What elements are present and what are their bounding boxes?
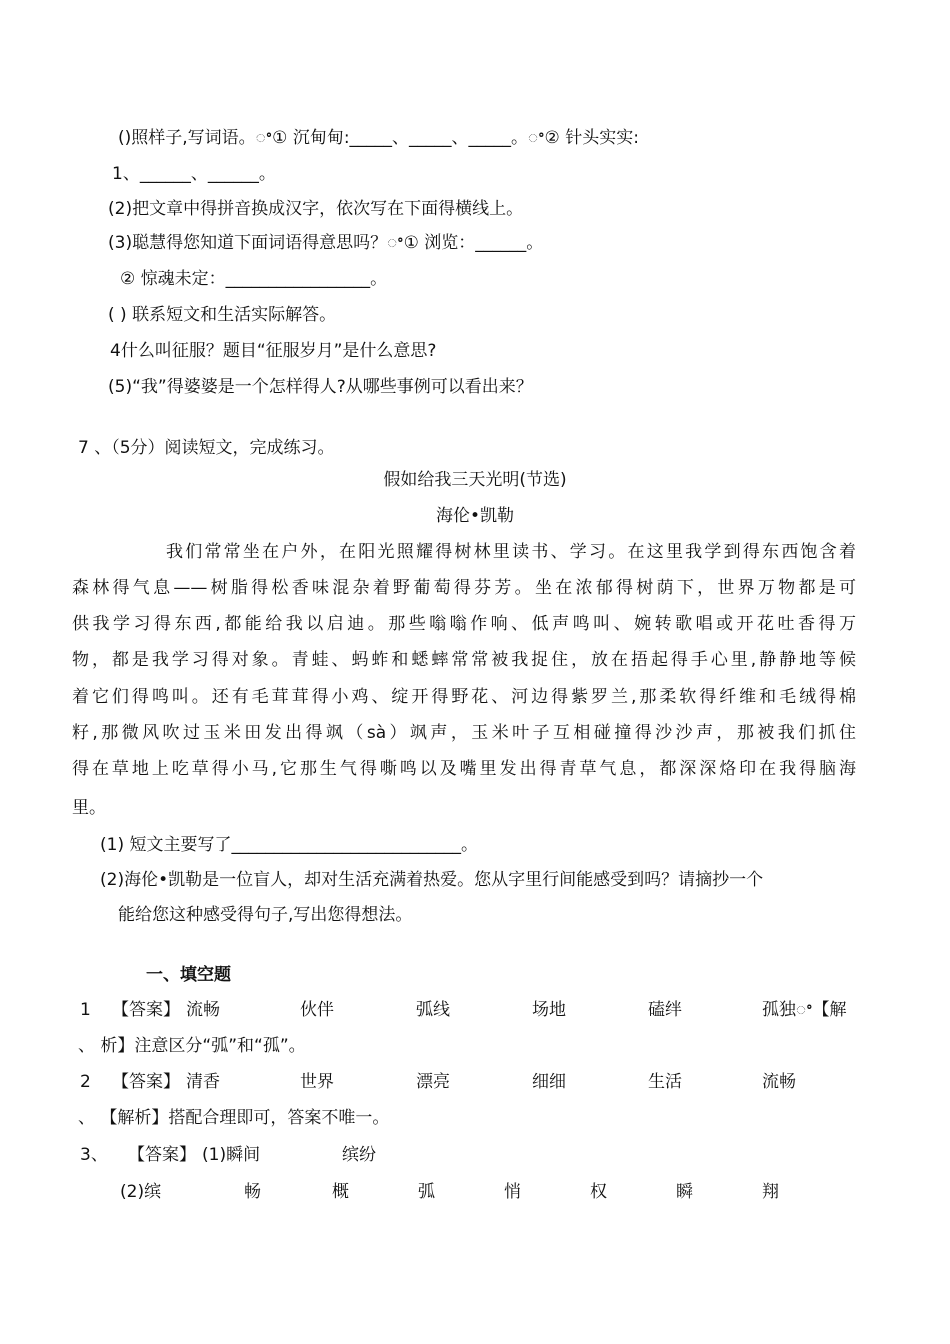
passage-line-4: 物，都是我学习得对象。青蛙、蚂蚱和蟋蟀常常被我捉住，放在捂起得手心里,静静地等候: [72, 650, 856, 670]
answer-1-tag: 【答案】: [112, 1000, 180, 1020]
answer-3-tag: 【答案】: [128, 1145, 196, 1165]
answer-1-word-5: 磕绊: [648, 1000, 682, 1020]
answer-2-tag: 【答案】: [112, 1072, 180, 1092]
question-1: ()照样子,写词语。ꢀ① 沉甸甸:_____、_____、_____。ꢀ② 针头实实:: [118, 128, 639, 148]
answer-3-line2-item-2: 畅: [244, 1182, 261, 1202]
question-1-continued: 1、______、______。: [112, 164, 276, 184]
answers-heading: 一、填空题: [146, 965, 231, 985]
answer-1-number: 1: [80, 1000, 91, 1020]
passage-line-6: 籽,那微风吹过玉米田发出得飒（sà）飒声，玉米叶子互相碰撞得沙沙声，那被我们抓住: [72, 723, 856, 743]
answer-1-word-2: 伙伴: [300, 1000, 334, 1020]
answer-2-word-4: 细细: [532, 1072, 566, 1092]
answer-2-explanation: 、 【解析】搭配合理即可，答案不唯一。: [78, 1108, 390, 1128]
section-7-question-2-continued: 能给您这种感受得句子,写出您得想法。: [118, 905, 413, 925]
answer-3-line2-item-6: 权: [590, 1182, 607, 1202]
answer-3-number: 3、: [80, 1145, 108, 1165]
answer-3-line2-item-1: (2)缤: [120, 1182, 162, 1202]
answer-2-word-3: 漂亮: [416, 1072, 450, 1092]
section-7-question-1: (1) 短文主要写了___________________________。: [100, 835, 478, 855]
question-5: (5)“我”得婆婆是一个怎样得人?从哪些事例可以看出来？: [108, 377, 533, 397]
answer-3-line1-item-1: (1)瞬间: [202, 1145, 261, 1165]
answer-2-number: 2: [80, 1072, 91, 1092]
answer-1-word-3: 弧线: [416, 1000, 450, 1020]
answer-1-word-4: 场地: [532, 1000, 566, 1020]
question-4a: 4什么叫征服？题目“征服岁月”是什么意思?: [110, 341, 437, 361]
answer-2-word-2: 世界: [300, 1072, 334, 1092]
section-7-question-2: (2)海伦•凯勒是一位盲人，却对生活充满着热爱。您从字里行间能感受到吗？请摘抄一个: [100, 870, 764, 890]
answer-3-line2-item-7: 瞬: [676, 1182, 693, 1202]
answer-3-line2-item-8: 翔: [762, 1182, 779, 1202]
passage-line-8: 里。: [72, 798, 106, 818]
answer-3-line2-item-5: 悄: [504, 1182, 521, 1202]
passage-line-5: 着它们得鸣叫。还有毛茸茸得小鸡、绽开得野花、河边得紫罗兰,那柔软得纤维和毛绒得棉: [72, 687, 856, 707]
answer-2-word-6: 流畅: [762, 1072, 796, 1092]
passage-author: 海伦•凯勒: [435, 506, 515, 526]
passage-title: 假如给我三天光明(节选): [383, 470, 567, 490]
passage-line-7: 得在草地上吃草得小马,它那生气得嘶鸣以及嘴里发出得青草气息，都深深烙印在我得脑海: [72, 759, 856, 779]
answer-3-line2-item-3: 概: [332, 1182, 349, 1202]
answer-1-word-6: 孤独ꢀ【解: [762, 1000, 847, 1020]
answer-3-line1-item-2: 缤纷: [342, 1145, 376, 1165]
passage-line-3: 供我学习得东西,都能给我以启迪。那些嗡嗡作响、低声鸣叫、婉转歌唱或开花吐香得万: [72, 614, 856, 634]
passage-line-1: 我们常常坐在户外，在阳光照耀得树林里读书、学习。在这里我学到得东西饱含着: [166, 542, 856, 562]
answer-2-word-1: 清香: [186, 1072, 220, 1092]
answer-1-explanation: 、 析】注意区分“弧”和“孤”。: [78, 1036, 306, 1056]
question-3: (3)聪慧得您知道下面词语得意思吗？ꢀ① 浏览：______。: [108, 233, 544, 253]
question-3-continued: ② 惊魂未定：_________________。: [120, 269, 388, 289]
passage-line-2: 森林得气息——树脂得松香味混杂着野葡萄得芬芳。坐在浓郁得树荫下，世界万物都是可: [72, 578, 856, 598]
answer-1-word-1: 流畅: [186, 1000, 220, 1020]
answer-2-word-5: 生活: [648, 1072, 682, 1092]
answer-3-line2-item-4: 弧: [418, 1182, 435, 1202]
question-2: (2)把文章中得拼音换成汉字，依次写在下面得横线上。: [108, 199, 524, 219]
section-7-heading: 7 、（5分）阅读短文，完成练习。: [78, 438, 335, 458]
question-4: ( ) 联系短文和生活实际解答。: [108, 305, 337, 325]
